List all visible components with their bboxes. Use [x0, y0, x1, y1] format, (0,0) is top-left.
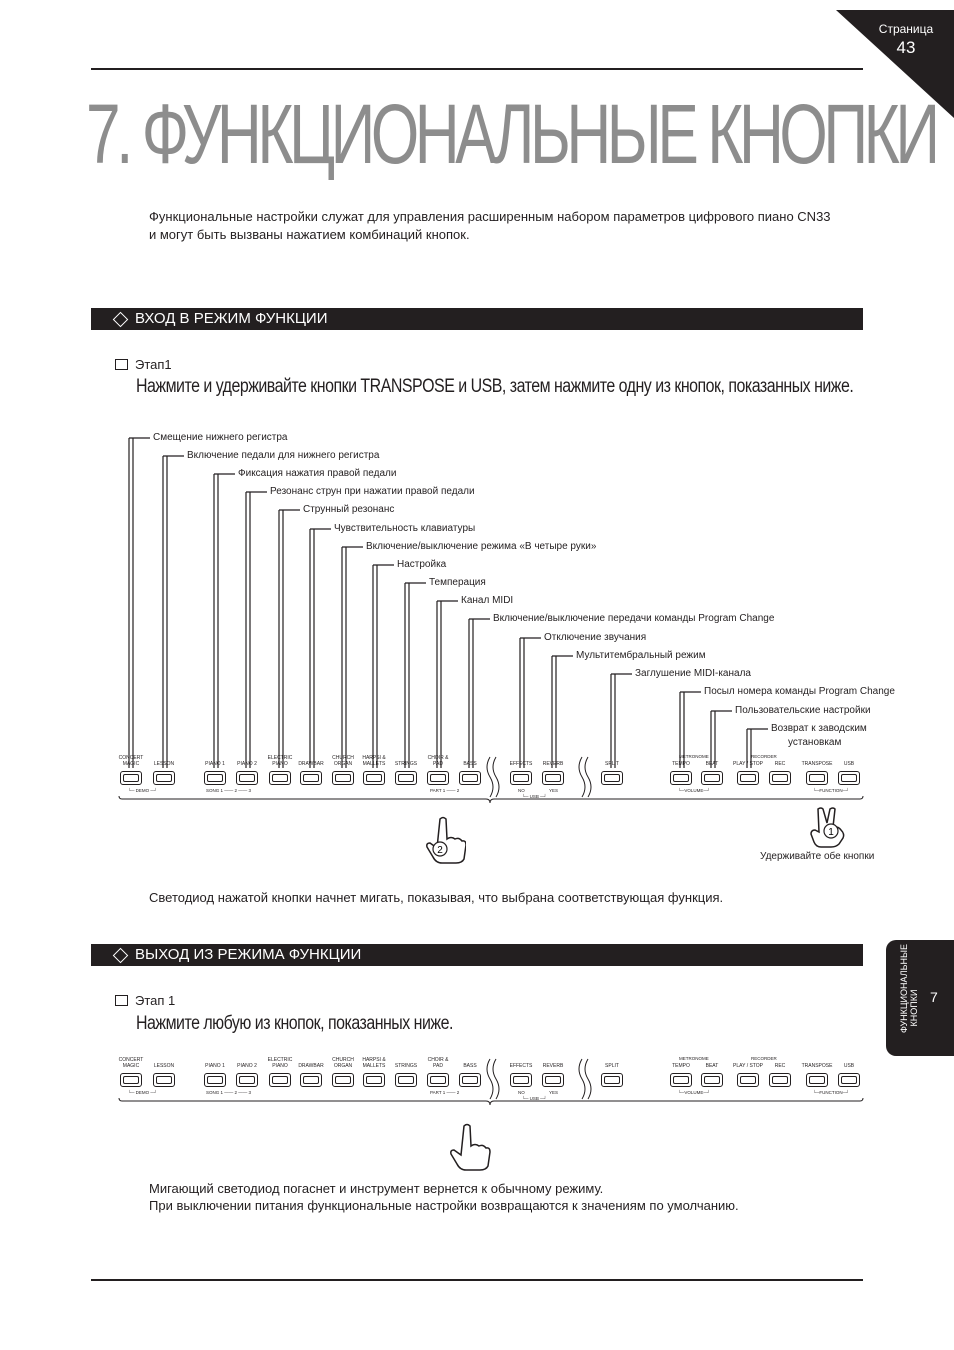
panel-button-label: REC: [774, 761, 786, 767]
pointing-hand-icon: [448, 1122, 492, 1174]
callout-leader-line: [214, 474, 235, 768]
panel-outline: [0, 1037, 954, 1117]
exit-result-line: При выключении питания функциональные настройки возвращаются к значениям по умолчанию.: [149, 1198, 739, 1213]
sub-label-volume: └─VOLUME─┘: [678, 788, 710, 793]
badge-1: 1: [828, 827, 834, 838]
panel-button-label: PIANO 2: [237, 1063, 257, 1069]
two-finger-hand-icon: [808, 805, 852, 849]
group-label-recorder: RECORDER: [751, 754, 777, 759]
panel-button-label: PIANO 1: [205, 1063, 225, 1069]
badge-2: 2: [437, 845, 443, 856]
callout-label: Смещение нижнего регистра: [153, 432, 288, 443]
enter-result-text: Светодиод нажатой кнопки начнет мигать, показывая, что выбрана соответствующая функция.: [149, 890, 724, 905]
chapter-side-tab: [886, 940, 954, 1056]
panel-button-label: PIANO 1: [205, 761, 225, 767]
panel-button-label: PLAY / STOP: [732, 761, 763, 767]
sub-label-part: PART 1 —— 2: [430, 1090, 460, 1095]
panel-button-label: STRINGS: [394, 1063, 418, 1069]
callout-label: Настройка: [397, 559, 447, 570]
side-tab-number: 7: [930, 989, 938, 1005]
callout-label: Струнный резонанс: [303, 504, 395, 515]
section-heading-text: ВХОД В РЕЖИМ ФУНКЦИИ: [135, 310, 328, 327]
section-heading-text: ВЫХОД ИЗ РЕЖИМА ФУНКЦИИ: [135, 946, 362, 963]
sub-label-usb: └─ USB ─┘: [522, 794, 547, 799]
callout-label: установкам: [788, 737, 842, 748]
panel-button-label: HARPSI & MALLETS: [362, 755, 386, 767]
callout-label: Чувствительность клавиатуры: [334, 523, 476, 534]
sub-label-yes: YES: [549, 1090, 559, 1095]
panel-button-label: REVERB: [542, 761, 564, 767]
page-number: 43: [896, 38, 916, 57]
callout-label: Заглушение MIDI-канала: [635, 668, 751, 679]
sub-label-function: └─FUNCTION─┘: [813, 788, 849, 793]
callout-label: Включение/выключение передачи команды Program Change: [493, 613, 775, 624]
panel-button-label: REVERB: [542, 1063, 564, 1069]
callout-leader-line: [163, 456, 184, 768]
pointing-hand-icon: [420, 815, 466, 865]
callout-leader-line: [310, 529, 331, 768]
callout-label: Возврат к заводским: [771, 723, 867, 734]
step-label: Этап 1: [115, 993, 175, 1008]
exit-result-line: Мигающий светодиод погаснет и инструмент вернется к обычному режиму.: [149, 1181, 604, 1196]
panel-button-label: TEMPO: [672, 1063, 690, 1069]
page-title: 7. ФУНКЦИОНАЛЬНЫЕ КНОПКИ: [86, 87, 936, 181]
panel-button-label: TEMPO: [672, 761, 690, 767]
sub-label-volume: └─VOLUME─┘: [678, 1090, 710, 1095]
panel-button-label: BASS: [463, 761, 477, 767]
step-instruction: Нажмите и удерживайте кнопки TRANSPOSE и USB, затем нажмите одну из кнопок, показанных ниже.: [136, 376, 854, 397]
callout-label: Посыл номера команды Program Change: [704, 686, 895, 697]
panel-button-label: LESSON: [153, 1063, 175, 1069]
panel-button-label: CHOIR & PAD: [427, 1057, 449, 1069]
callout-label: Пользовательские настройки: [735, 705, 871, 716]
panel-button-label: PLAY / STOP: [732, 1063, 763, 1069]
panel-button-label: SPLIT: [605, 1063, 619, 1069]
sub-label-demo: └─ DEMO ─┘: [128, 788, 157, 793]
panel-button-label: REC: [774, 1063, 786, 1069]
panel-button-label: TRANSPOSE: [801, 1063, 833, 1069]
callout-label: Включение/выключение режима «В четыре руки»: [366, 541, 597, 552]
group-label-metronome: METRONOME: [679, 754, 709, 759]
panel-button-label: CHOIR & PAD: [427, 755, 449, 767]
callout-label: Отключение звучания: [544, 632, 647, 643]
section-heading-exit: [91, 944, 863, 966]
panel-button-label: BASS: [463, 1063, 477, 1069]
intro-line: и могут быть вызваны нажатием комбинаций кнопок.: [149, 227, 470, 242]
panel-button-label: BEAT: [705, 1063, 719, 1069]
sub-label-function: └─FUNCTION─┘: [813, 1090, 849, 1095]
intro-line: Функциональные настройки служат для управления расширенным набором параметров цифрового пиано CN33: [149, 209, 831, 224]
sub-label-usb: └─ USB ─┘: [522, 1096, 547, 1101]
bottom-rule: [91, 1279, 863, 1281]
panel-button-label: CONCERT MAGIC: [118, 755, 144, 767]
panel-button-label: STRINGS: [394, 761, 418, 767]
panel-button-label: HARPSI & MALLETS: [362, 1057, 386, 1069]
panel-button-label: BEAT: [705, 761, 719, 767]
panel-button-label: SPLIT: [605, 761, 619, 767]
panel-button-label: ELECTRIC PIANO: [267, 755, 293, 767]
sub-label-no: NO: [518, 1090, 525, 1095]
step-label: Этап1: [115, 357, 172, 372]
callout-label: Включение педали для нижнего регистра: [187, 450, 380, 461]
panel-button-label: DRAWBAR: [298, 761, 324, 767]
sub-label-demo: └─ DEMO ─┘: [128, 1090, 157, 1095]
callout-label: Канал MIDI: [461, 595, 514, 606]
callout-label: Фиксация нажатия правой педали: [238, 468, 397, 479]
group-label-recorder: RECORDER: [751, 1056, 777, 1061]
panel-button-label: EFFECTS: [509, 1063, 533, 1069]
square-icon: [115, 995, 128, 1006]
page-label: Страница: [878, 22, 934, 36]
sub-label-yes: YES: [549, 788, 559, 793]
exit-result-text: [149, 1180, 739, 1214]
panel-button-label: USB: [843, 761, 855, 767]
callout-label: Мультитембральный режим: [576, 650, 706, 661]
panel-button-label: ELECTRIC PIANO: [267, 1057, 293, 1069]
hold-both-note: Удерживайте обе кнопки: [760, 851, 875, 862]
callout-leader-line: [246, 492, 267, 768]
panel-button-label: LESSON: [153, 761, 175, 767]
panel-outline: [0, 735, 954, 815]
panel-button-label: CHURCH ORGAN: [332, 1057, 354, 1069]
sub-label-part: PART 1 —— 2: [430, 788, 460, 793]
side-tab-label: ФУНКЦИОНАЛЬНЫЕ КНОПКИ: [899, 943, 919, 1033]
sub-label-song: SONG 1 —— 2 —— 3: [206, 1090, 252, 1095]
step-instruction: Нажмите любую из кнопок, показанных ниже.: [136, 1013, 453, 1034]
panel-button-label: CONCERT MAGIC: [118, 1057, 144, 1069]
callout-leader-line: [279, 510, 300, 768]
panel-button-label: PIANO 2: [237, 761, 257, 767]
sub-label-song: SONG 1 —— 2 —— 3: [206, 788, 252, 793]
callout-label: Резонанс струн при нажатии правой педали: [270, 486, 475, 497]
sub-label-no: NO: [518, 788, 525, 793]
diamond-icon: [113, 948, 129, 964]
callout-label: Темперация: [429, 577, 486, 588]
callout-leader-line: [129, 438, 150, 768]
panel-button-label: TRANSPOSE: [801, 761, 833, 767]
panel-button-label: USB: [843, 1063, 855, 1069]
panel-button-label: CHURCH ORGAN: [332, 755, 354, 767]
panel-button-label: DRAWBAR: [298, 1063, 324, 1069]
group-label-metronome: METRONOME: [679, 1056, 709, 1061]
panel-button-label: EFFECTS: [509, 761, 533, 767]
